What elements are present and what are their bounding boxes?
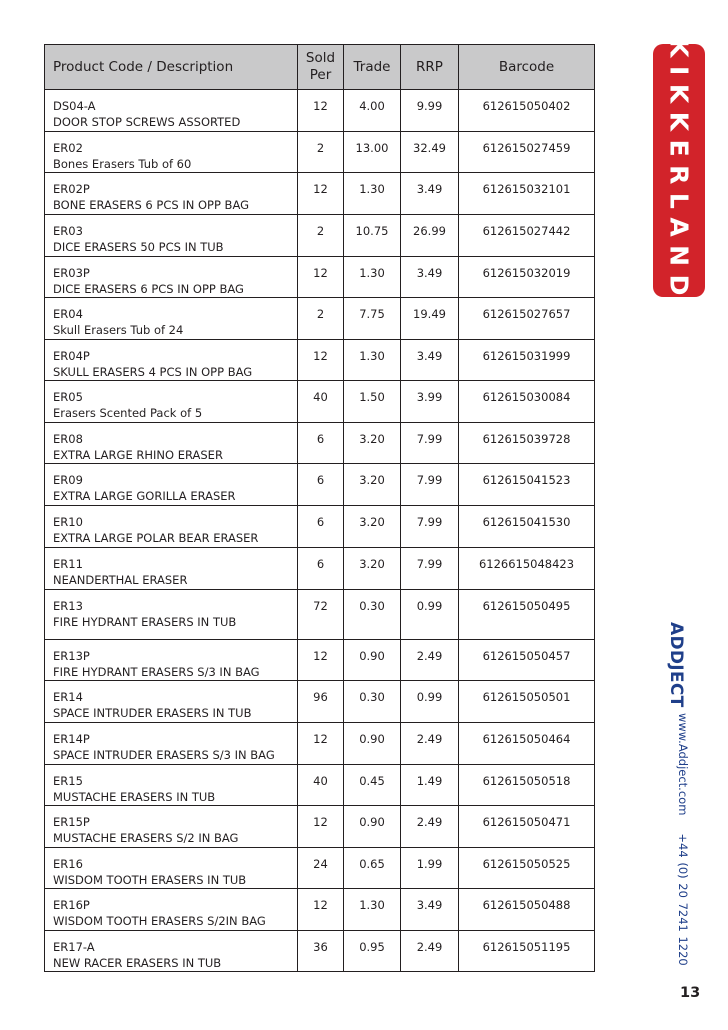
sold-per-cell: 96 [298,681,344,723]
barcode-cell: 612615032019 [459,257,595,298]
table-row [45,931,595,972]
product-description: DICE ERASERS 6 PCS IN OPP BAG [53,282,244,296]
product-description-cell [45,723,298,765]
product-description-cell [45,765,298,806]
product-code: ER17-A [53,940,95,954]
trade-price-cell: 13.00 [344,132,401,173]
barcode-cell: 612615039728 [459,423,595,464]
product-description: Skull Erasers Tub of 24 [53,323,184,337]
product-description-cell [45,173,298,215]
header-sold-per [298,45,344,90]
rrp-cell: 2.49 [401,723,459,765]
rrp-cell: 1.99 [401,848,459,889]
website-text: www.Addject.com [676,713,690,816]
barcode-cell: 612615027657 [459,298,595,340]
table-row [45,590,595,640]
trade-price-cell: 3.20 [344,506,401,548]
sold-per-cell: 40 [298,381,344,423]
product-table [44,44,595,972]
rrp-cell: 7.99 [401,506,459,548]
trade-price-cell: 10.75 [344,215,401,257]
rrp-cell: 7.99 [401,464,459,506]
rrp-cell: 1.49 [401,765,459,806]
product-code: ER14 [53,690,83,704]
table-row [45,90,595,132]
product-description: SPACE INTRUDER ERASERS IN TUB [53,706,252,720]
product-description: WISDOM TOOTH ERASERS IN TUB [53,873,247,887]
trade-price-cell: 0.90 [344,806,401,848]
trade-price-cell: 3.20 [344,464,401,506]
trade-price-cell: 3.20 [344,423,401,464]
table-header-row [45,45,595,90]
sold-per-cell: 72 [298,590,344,640]
rrp-cell: 7.99 [401,423,459,464]
product-description: DICE ERASERS 50 PCS IN TUB [53,240,224,254]
product-code: ER04 [53,307,83,321]
barcode-cell: 612615050402 [459,90,595,132]
product-code: ER08 [53,432,83,446]
sold-per-cell: 6 [298,464,344,506]
barcode-cell: 612615041523 [459,464,595,506]
rrp-cell: 7.99 [401,548,459,590]
rrp-cell: 0.99 [401,590,459,640]
header-sold-per-line1: Sold [305,50,336,66]
table-row [45,848,595,889]
product-description-cell [45,848,298,889]
trade-price-cell: 1.30 [344,340,401,381]
trade-price-cell: 0.45 [344,765,401,806]
product-description: BONE ERASERS 6 PCS IN OPP BAG [53,198,250,212]
product-description: Bones Erasers Tub of 60 [53,157,192,171]
table-row [45,723,595,765]
product-description-cell [45,548,298,590]
product-description: DOOR STOP SCREWS ASSORTED [53,115,241,129]
sold-per-cell: 12 [298,257,344,298]
product-code: DS04-A [53,99,96,113]
product-description: EXTRA LARGE GORILLA ERASER [53,489,236,503]
table-row [45,298,595,340]
trade-price-cell: 1.30 [344,173,401,215]
product-code: ER03P [53,266,90,280]
product-description: NEW RACER ERASERS IN TUB [53,956,222,970]
barcode-cell: 612615050471 [459,806,595,848]
barcode-cell: 612615050525 [459,848,595,889]
sold-per-cell: 12 [298,173,344,215]
product-description: FIRE HYDRANT ERASERS IN TUB [53,615,237,629]
product-description-cell [45,298,298,340]
trade-price-cell: 1.50 [344,381,401,423]
barcode-cell: 612615041530 [459,506,595,548]
product-description-cell [45,590,298,640]
sold-per-cell: 36 [298,931,344,972]
table-row [45,765,595,806]
sold-per-cell: 12 [298,723,344,765]
rrp-cell: 0.99 [401,681,459,723]
product-description: EXTRA LARGE POLAR BEAR ERASER [53,531,259,545]
product-code: ER11 [53,557,83,571]
rrp-cell: 9.99 [401,90,459,132]
product-code: ER03 [53,224,83,238]
table-row [45,132,595,173]
sold-per-cell: 12 [298,806,344,848]
product-description-cell [45,681,298,723]
table-row [45,257,595,298]
rrp-cell: 3.49 [401,340,459,381]
product-description-cell [45,215,298,257]
sold-per-cell: 12 [298,640,344,681]
product-description: SKULL ERASERS 4 PCS IN OPP BAG [53,365,253,379]
product-description-cell [45,464,298,506]
contact-line [676,713,690,966]
table-row [45,681,595,723]
header-trade: Trade [344,45,401,90]
trade-price-cell: 3.20 [344,548,401,590]
sold-per-cell: 6 [298,423,344,464]
product-description-cell [45,640,298,681]
product-code: ER16 [53,857,83,871]
barcode-cell: 612615050501 [459,681,595,723]
table-row [45,889,595,931]
product-description-cell [45,506,298,548]
product-code: ER05 [53,390,83,404]
table-row [45,548,595,590]
sold-per-cell: 2 [298,298,344,340]
product-description: FIRE HYDRANT ERASERS S/3 IN BAG [53,665,260,679]
trade-price-cell: 7.75 [344,298,401,340]
sold-per-cell: 2 [298,215,344,257]
brand-name: KIKKERLAND [664,37,694,304]
product-description: MUSTACHE ERASERS IN TUB [53,790,216,804]
rrp-cell: 3.49 [401,889,459,931]
trade-price-cell: 1.30 [344,257,401,298]
page-number: 13 [680,985,701,1001]
barcode-cell: 612615050495 [459,590,595,640]
sold-per-cell: 12 [298,90,344,132]
sold-per-cell: 12 [298,340,344,381]
barcode-cell: 612615050464 [459,723,595,765]
trade-price-cell: 0.90 [344,723,401,765]
barcode-cell: 612615031999 [459,340,595,381]
product-code: ER15P [53,815,90,829]
rrp-cell: 2.49 [401,931,459,972]
table-row [45,381,595,423]
table-row [45,506,595,548]
barcode-cell: 612615030084 [459,381,595,423]
rrp-cell: 2.49 [401,640,459,681]
trade-price-cell: 0.30 [344,590,401,640]
trade-price-cell: 0.30 [344,681,401,723]
sold-per-cell: 40 [298,765,344,806]
barcode-cell: 612615050457 [459,640,595,681]
product-description-cell [45,132,298,173]
barcode-cell: 612615027442 [459,215,595,257]
product-description-cell [45,423,298,464]
rrp-cell: 32.49 [401,132,459,173]
rrp-cell: 3.49 [401,257,459,298]
barcode-cell: 612615050488 [459,889,595,931]
product-code: ER15 [53,774,83,788]
barcode-cell: 612615051195 [459,931,595,972]
rrp-cell: 3.49 [401,173,459,215]
product-code: ER02 [53,141,83,155]
product-description: EXTRA LARGE RHINO ERASER [53,448,223,462]
product-description-cell [45,806,298,848]
table-row [45,464,595,506]
sold-per-cell: 6 [298,548,344,590]
product-code: ER09 [53,473,83,487]
trade-price-cell: 4.00 [344,90,401,132]
table-row [45,806,595,848]
trade-price-cell: 0.90 [344,640,401,681]
barcode-cell: 6126615048423 [459,548,595,590]
product-description: WISDOM TOOTH ERASERS S/2IN BAG [53,914,266,928]
table-row [45,340,595,381]
product-code: ER04P [53,349,90,363]
table-row [45,640,595,681]
product-description-cell [45,889,298,931]
rrp-cell: 3.99 [401,381,459,423]
sold-per-cell: 24 [298,848,344,889]
product-code: ER16P [53,898,90,912]
product-description-cell [45,90,298,132]
product-code: ER14P [53,732,90,746]
header-barcode: Barcode [459,45,595,90]
rrp-cell: 19.49 [401,298,459,340]
table-row [45,215,595,257]
header-description: Product Code / Description [45,45,298,90]
product-code: ER10 [53,515,83,529]
product-description: MUSTACHE ERASERS S/2 IN BAG [53,831,239,845]
trade-price-cell: 0.65 [344,848,401,889]
trade-price-cell: 1.30 [344,889,401,931]
kikkerland-logo [653,37,705,304]
product-description-cell [45,257,298,298]
product-description: NEANDERTHAL ERASER [53,573,188,587]
header-sold-per-line2: Per [309,67,332,83]
rrp-cell: 2.49 [401,806,459,848]
product-description-cell [45,340,298,381]
sold-per-cell: 6 [298,506,344,548]
product-description-cell [45,381,298,423]
phone-text: +44 (0) 20 7241 1220 [676,833,690,966]
barcode-cell: 612615050518 [459,765,595,806]
table-row [45,423,595,464]
barcode-cell: 612615027459 [459,132,595,173]
sold-per-cell: 12 [298,889,344,931]
product-code: ER02P [53,182,90,196]
trade-price-cell: 0.95 [344,931,401,972]
addject-logo: ADDJECT [666,622,686,708]
product-description: Erasers Scented Pack of 5 [53,406,203,420]
product-description-cell [45,931,298,972]
product-code: ER13P [53,649,90,663]
sold-per-cell: 2 [298,132,344,173]
product-description: SPACE INTRUDER ERASERS S/3 IN BAG [53,748,275,762]
table-row [45,173,595,215]
header-rrp: RRP [401,45,459,90]
product-code: ER13 [53,599,83,613]
rrp-cell: 26.99 [401,215,459,257]
barcode-cell: 612615032101 [459,173,595,215]
